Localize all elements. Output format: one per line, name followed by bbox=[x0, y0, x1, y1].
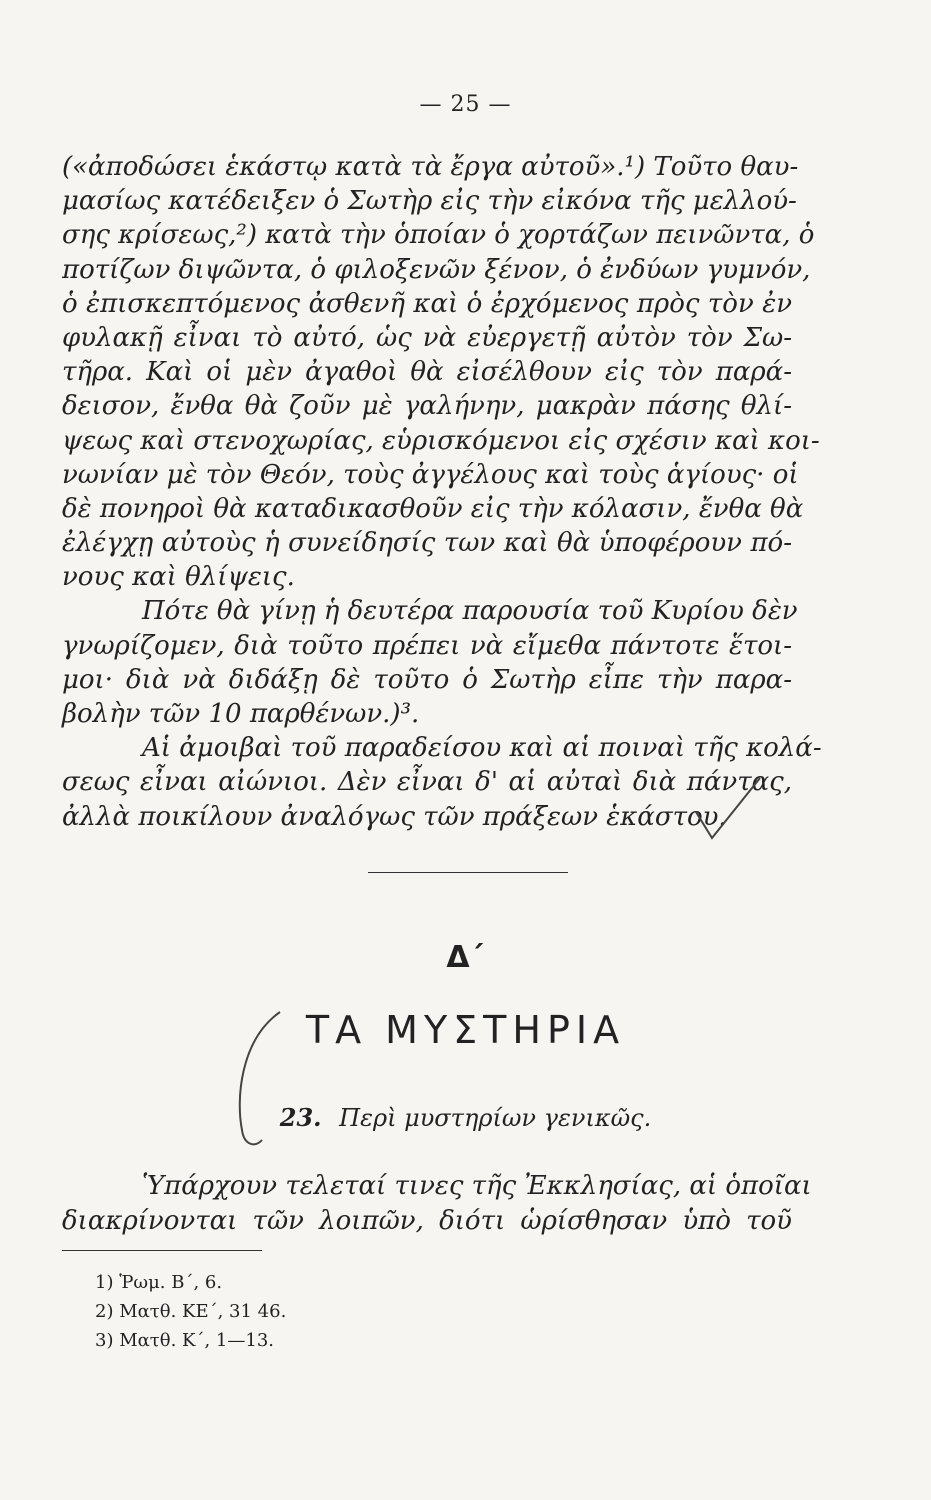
subheading-text: Περὶ μυστηρίων γενικῶς. bbox=[339, 1104, 652, 1132]
text-line: νους καὶ θλίψεις. bbox=[62, 562, 295, 593]
footnote: 2) Ματθ. ΚΕ´, 31 46. bbox=[95, 1301, 287, 1322]
text-line: ὁ ἐπισκεπτόμενος ἀσθενῆ καὶ ὁ ἐρχόμενος πρὸς τὸν ἐν bbox=[62, 288, 792, 319]
text-line: νωνίαν μὲ τὸν Θεόν, τοὺς ἀγγέλους καὶ τοὺς ἁγίους· οἱ bbox=[62, 459, 799, 490]
pencil-check-mark bbox=[696, 778, 760, 838]
text-line: φυλακῇ εἶναι τὸ αὐτό, ὡς νὰ εὐεργετῇ αὐτὸν τὸν Σω- bbox=[62, 322, 792, 353]
pencil-bracket-mark bbox=[240, 1012, 280, 1144]
page-number: — 25 — bbox=[419, 92, 512, 117]
text-line: μασίως κατέδειξεν ὁ Σωτὴρ εἰς τὴν εἰκόνα τῆς μελλού- bbox=[62, 186, 797, 217]
subheading-number: 23. bbox=[279, 1103, 322, 1132]
text-line: μοι· διὰ νὰ διδάξῃ δὲ τοῦτο ὁ Σωτὴρ εἶπε τὴν παρα- bbox=[62, 664, 792, 695]
text-line: βολὴν τῶν 10 παρθένων.)³. bbox=[62, 699, 420, 729]
text-line: σεως εἶναι αἰώνιοι. Δὲν εἶναι δ' αἱ αὐταὶ διὰ πάντας, bbox=[62, 767, 792, 798]
footnote: 1) Ῥωμ. Β´, 6. bbox=[95, 1272, 223, 1293]
text-line: γνωρίζομεν, διὰ τοῦτο πρέπει νὰ εἴμεθα πάντοτε ἕτοι- bbox=[62, 630, 792, 661]
text-line: δὲ πονηροὶ θὰ καταδικασθοῦν εἰς τὴν κόλασιν, ἔνθα θὰ bbox=[62, 493, 804, 524]
text-line: Πότε θὰ γίνῃ ἡ δευτέρα παρουσία τοῦ Κυρίου δὲν bbox=[142, 596, 798, 627]
text-line: ποτίζων διψῶντα, ὁ φιλοξενῶν ξένον, ὁ ἐνδύων γυμνόν, bbox=[62, 254, 811, 285]
text-line: Ὑπάρχουν τελεταί τινες τῆς Ἐκκλησίας, αἱ ὁποῖαι bbox=[142, 1171, 812, 1201]
text-line: σης κρίσεως,²) κατὰ τὴν ὁποίαν ὁ χορτάζων πεινῶντα, ὁ bbox=[62, 220, 815, 251]
footnote: 3) Ματθ. Κ´, 1—13. bbox=[95, 1330, 274, 1351]
text-line: («ἀποδώσει ἑκάστῳ κατὰ τὰ ἔργα αὐτοῦ».¹) Τοῦτο θαυ- bbox=[62, 152, 799, 182]
text-line: ψεως καὶ στενοχωρίας, εὑρισκόμενοι εἰς σχέσιν καὶ κοι- bbox=[62, 425, 820, 456]
text-line: ἐλέγχῃ αὐτοὺς ἡ συνείδησίς των καὶ θὰ ὑποφέρουν πό- bbox=[62, 528, 792, 559]
section-letter: Δ´ bbox=[446, 940, 485, 975]
section-title: ΤΑ ΜΥΣΤΗΡΙΑ bbox=[305, 1008, 626, 1052]
text-line: δεισον, ἔνθα θὰ ζοῦν μὲ γαλήνην, μακρὰν πάσης θλί- bbox=[62, 391, 792, 422]
text-line: ἀλλὰ ποικίλουν ἀναλόγως τῶν πράξεων ἑκάστου. bbox=[62, 801, 727, 832]
text-line: τῆρα. Καὶ οἱ μὲν ἀγαθοὶ θὰ εἰσέλθουν εἰς τὸν παρά- bbox=[62, 357, 792, 388]
text-line: διακρίνονται τῶν λοιπῶν, διότι ὡρίσθησαν ὑπὸ τοῦ bbox=[62, 1206, 792, 1236]
text-line: Αἱ ἀμοιβαὶ τοῦ παραδείσου καὶ αἱ ποιναὶ τῆς κολά- bbox=[142, 733, 822, 764]
